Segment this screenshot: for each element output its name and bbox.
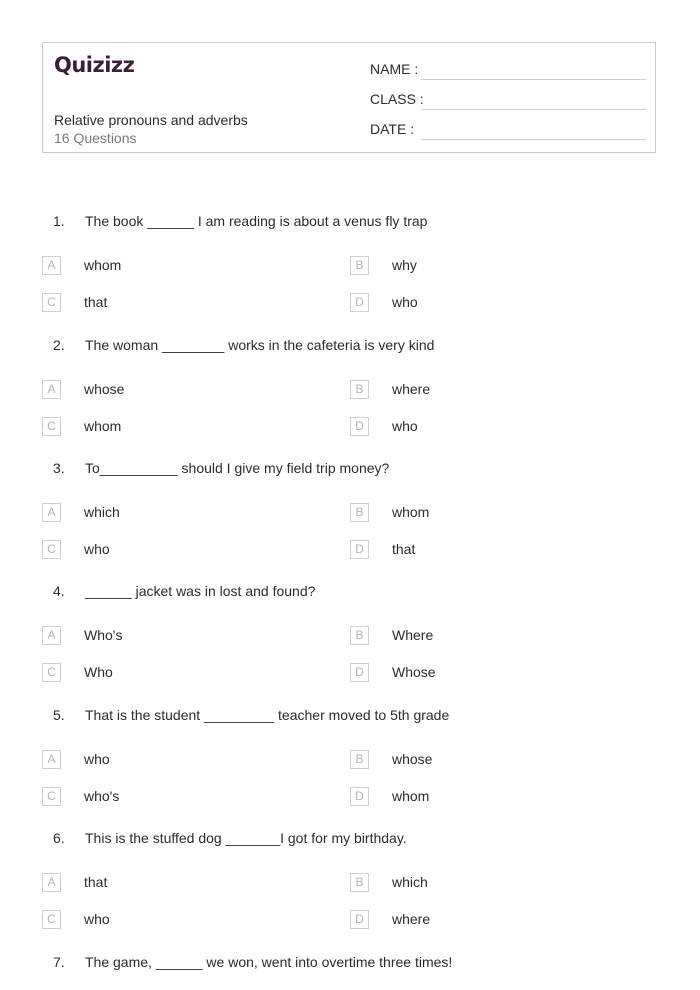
question-6 [0, 830, 700, 850]
option-text: whom [84, 418, 122, 434]
answer-option-b[interactable] [350, 256, 550, 276]
option-letter-box: D [350, 787, 369, 806]
answer-option-a[interactable] [42, 503, 242, 523]
answer-option-d[interactable] [350, 540, 550, 560]
option-letter-box: D [350, 663, 369, 682]
question-text: That is the student _________ teacher moved to 5th grade [85, 707, 450, 723]
option-letter-box: C [42, 910, 61, 929]
option-letter-box: B [350, 380, 369, 399]
question-4 [0, 583, 700, 603]
option-text: who [392, 294, 418, 310]
option-text: whose [392, 751, 433, 767]
option-text: why [392, 257, 417, 273]
question-number: 7. [53, 954, 65, 970]
worksheet-header [42, 42, 656, 153]
answer-option-b[interactable] [350, 626, 550, 646]
answer-option-d[interactable] [350, 787, 550, 807]
option-letter-box: B [350, 256, 369, 275]
option-text: who [84, 751, 110, 767]
question-number: 2. [53, 337, 65, 353]
answer-option-a[interactable] [42, 380, 242, 400]
option-text: Where [392, 627, 434, 643]
question-number: 3. [53, 460, 65, 476]
option-text: that [84, 874, 108, 890]
option-letter-box: A [42, 503, 61, 522]
answer-option-b[interactable] [350, 503, 550, 523]
answer-option-c[interactable] [42, 540, 242, 560]
answer-option-d[interactable] [350, 910, 550, 930]
answer-option-a[interactable] [42, 626, 242, 646]
answer-option-b[interactable] [350, 380, 550, 400]
option-text: whom [84, 257, 122, 273]
option-text: who [84, 541, 110, 557]
option-letter-box: D [350, 540, 369, 559]
question-text: To__________ should I give my field trip money? [85, 460, 390, 476]
option-letter-box: A [42, 750, 61, 769]
option-letter-box: D [350, 293, 369, 312]
option-letter-box: B [350, 750, 369, 769]
option-text: that [84, 294, 108, 310]
answer-option-c[interactable] [42, 417, 242, 437]
answer-option-d[interactable] [350, 663, 550, 683]
question-text: This is the stuffed dog _______I got for my birthday. [85, 830, 407, 846]
class-label: CLASS : [370, 91, 424, 107]
option-text: where [392, 381, 431, 397]
question-2 [0, 337, 700, 357]
name-label: NAME : [370, 61, 419, 77]
answer-option-b[interactable] [350, 873, 550, 893]
answer-option-a[interactable] [42, 750, 242, 770]
option-letter-box: D [350, 417, 369, 436]
option-text: whom [392, 504, 430, 520]
option-text: that [392, 541, 416, 557]
option-letter-box: A [42, 873, 61, 892]
option-letter-box: A [42, 380, 61, 399]
option-letter-box: A [42, 256, 61, 275]
option-text: who [84, 911, 110, 927]
question-number: 5. [53, 707, 65, 723]
option-text: where [392, 911, 431, 927]
question-1 [0, 213, 700, 233]
option-text: which [392, 874, 428, 890]
question-number: 4. [53, 583, 65, 599]
name-line [421, 79, 646, 80]
class-line [421, 109, 646, 110]
option-text: who's [84, 788, 120, 804]
option-text: which [84, 504, 120, 520]
answer-option-c[interactable] [42, 910, 242, 930]
question-text: The woman ________ works in the cafeteria is very kind [85, 337, 435, 353]
question-5 [0, 707, 700, 727]
answer-option-c[interactable] [42, 663, 242, 683]
option-letter-box: C [42, 540, 61, 559]
option-letter-box: A [42, 626, 61, 645]
option-text: who [392, 418, 418, 434]
answer-option-c[interactable] [42, 787, 242, 807]
question-text: The book ______ I am reading is about a venus fly trap [85, 213, 428, 229]
option-text: Who's [84, 627, 123, 643]
question-text: The game, ______ we won, went into overtime three times! [85, 954, 453, 970]
option-text: Whose [392, 664, 436, 680]
question-count: 16 Questions [54, 130, 137, 146]
option-letter-box: D [350, 910, 369, 929]
date-line [421, 139, 646, 140]
option-letter-box: B [350, 503, 369, 522]
answer-option-d[interactable] [350, 417, 550, 437]
answer-option-b[interactable] [350, 750, 550, 770]
option-letter-box: B [350, 873, 369, 892]
worksheet-title: Relative pronouns and adverbs [54, 112, 248, 128]
quizizz-logo: Quizizz [54, 53, 135, 77]
answer-option-a[interactable] [42, 873, 242, 893]
question-number: 6. [53, 830, 65, 846]
question-7 [0, 954, 700, 974]
question-text: ______ jacket was in lost and found? [85, 583, 316, 599]
option-letter-box: B [350, 626, 369, 645]
option-letter-box: C [42, 663, 61, 682]
option-text: whom [392, 788, 430, 804]
option-text: Who [84, 664, 113, 680]
question-3 [0, 460, 700, 480]
answer-option-d[interactable] [350, 293, 550, 313]
option-text: whose [84, 381, 125, 397]
answer-option-c[interactable] [42, 293, 242, 313]
answer-option-a[interactable] [42, 256, 242, 276]
option-letter-box: C [42, 787, 61, 806]
option-letter-box: C [42, 417, 61, 436]
option-letter-box: C [42, 293, 61, 312]
date-label: DATE : [370, 121, 415, 137]
question-number: 1. [53, 213, 65, 229]
